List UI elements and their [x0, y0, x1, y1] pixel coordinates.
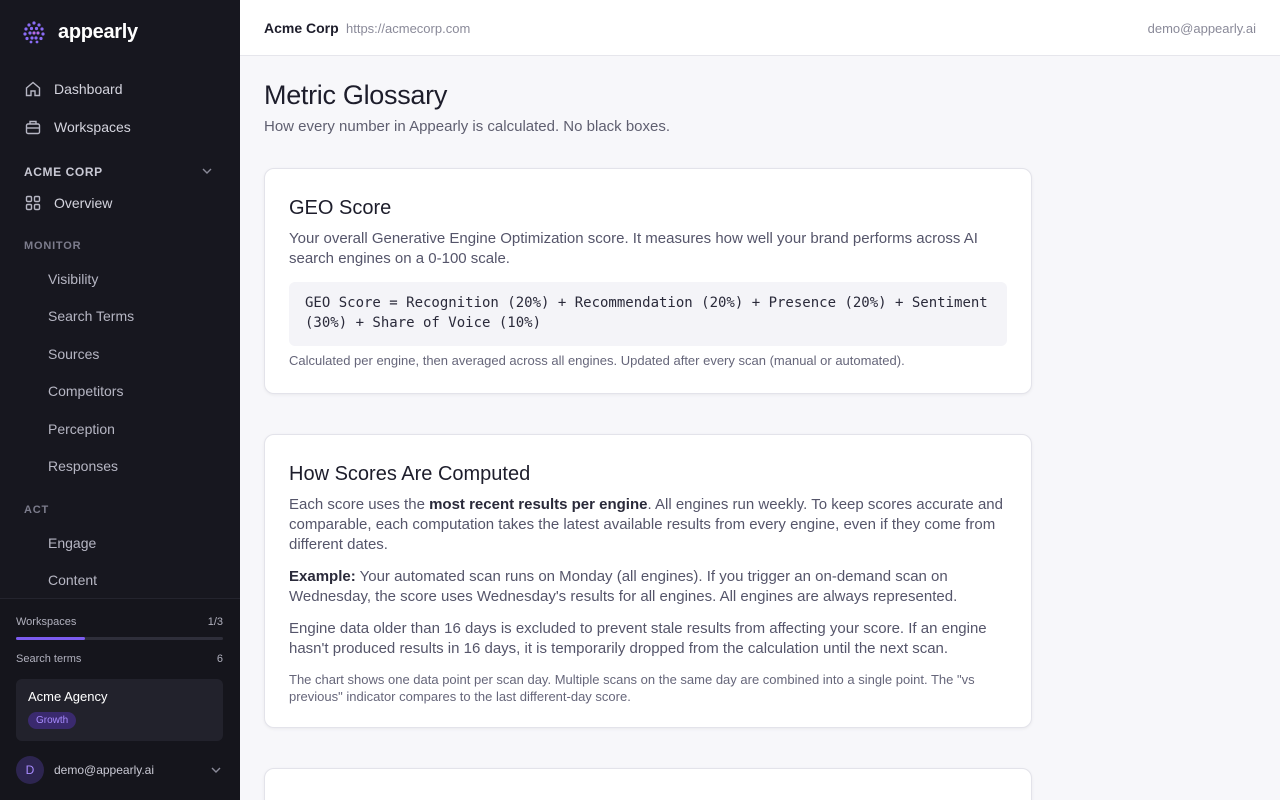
nav-workspaces[interactable] [24, 115, 131, 139]
search-terms-usage-label: Search terms [16, 653, 82, 665]
score-computation-example [289, 567, 1005, 607]
plan-badge: Growth [28, 712, 76, 729]
score-computation-paragraph-3: Engine data older than 16 days is excluded to prevent stale results from affecting your score. If an engine hasn't produced results in 16 days, it is temporarily dropped from the calculation until the next scan. [289, 620, 987, 657]
nav-visibility[interactable]: Visibility [48, 271, 99, 287]
company-name: Acme Corp [264, 20, 339, 36]
nav-workspaces-label: Workspaces [54, 119, 131, 135]
nav-dashboard-label: Dashboard [54, 81, 123, 97]
nav-perception[interactable]: Perception [48, 421, 115, 437]
user-email: demo@appearly.ai [54, 763, 155, 777]
topbar-user-email[interactable]: demo@appearly.ai [1147, 21, 1256, 36]
act-section-label: ACT [24, 504, 50, 516]
geo-score-card [264, 168, 1032, 394]
nav-engage[interactable]: Engage [48, 535, 97, 551]
geo-score-description: Your overall Generative Engine Optimization score. It measures how well your brand performs across AI search engines on a 0-100 scale. [289, 230, 978, 267]
score-computation-note: The chart shows one data point per scan day. Multiple scans on the same day are combined into a single point. The "vs previous" indicator compares to the last different-day score. [289, 672, 975, 704]
example-text: Your automated scan runs on Monday (all engines). If you trigger an on-demand scan on Wednesday, the score uses Wednesday's results for all engines. All engines are always represented. [289, 568, 958, 605]
nav-dashboard[interactable] [24, 77, 123, 101]
workspaces-usage-fill [16, 637, 85, 640]
geo-score-formula: GEO Score = Recognition (20%) + Recommendation (20%) + Presence (20%) + Sentiment (30%) + Share of Voice (10%) [289, 282, 1007, 346]
score-computation-card [264, 434, 1032, 728]
workspace-section-header[interactable]: ACME CORP [24, 165, 103, 179]
example-label: Example: [289, 568, 356, 585]
home-icon [24, 80, 42, 98]
next-metric-card [264, 768, 1032, 800]
topbar [240, 0, 1280, 56]
nav-sources[interactable]: Sources [48, 346, 100, 362]
nav-competitors[interactable]: Competitors [48, 383, 124, 399]
workspaces-usage [16, 616, 223, 628]
nav-search-terms[interactable]: Search Terms [48, 308, 135, 324]
chevron-down-icon[interactable] [200, 164, 214, 178]
appearly-logo-icon [22, 20, 46, 44]
p1-emphasis: most recent results per engine [429, 496, 648, 513]
p1-start: Each score uses the [289, 496, 430, 513]
grid-icon [24, 194, 42, 212]
p1-end: . All engines run weekly. To keep scores accurate and comparable, each computation takes the latest available results from every engine, even if they come from different dates. [289, 496, 1003, 553]
nav-overview-label: Overview [54, 195, 113, 211]
monitor-section-label: MONITOR [24, 240, 82, 252]
brand-logo[interactable] [22, 18, 138, 46]
workspaces-usage-label: Workspaces [16, 616, 77, 628]
brand-name: appearly [58, 20, 138, 43]
company-url[interactable]: https://acmecorp.com [346, 21, 471, 36]
chevron-down-icon[interactable] [209, 763, 223, 777]
agency-name: Acme Agency [28, 689, 108, 704]
page-subtitle: How every number in Appearly is calculated. No black boxes. [264, 118, 671, 135]
sidebar [0, 0, 240, 800]
agency-card[interactable] [16, 679, 223, 741]
score-computation-paragraph-1 [289, 495, 1005, 555]
geo-score-title: GEO Score [289, 197, 392, 219]
geo-score-note: Calculated per engine, then averaged across all engines. Updated after every scan (manual or automated). [289, 353, 905, 368]
user-menu[interactable] [16, 756, 223, 784]
nav-responses[interactable]: Responses [48, 458, 119, 474]
nav-content[interactable]: Content [48, 572, 98, 588]
workspaces-usage-bar [16, 637, 223, 640]
briefcase-icon [24, 118, 42, 136]
score-computation-title: How Scores Are Computed [289, 463, 531, 485]
search-terms-usage [16, 653, 223, 665]
search-terms-usage-value: 6 [216, 653, 223, 665]
nav-overview[interactable] [24, 191, 112, 215]
avatar: D [16, 756, 44, 784]
workspaces-usage-value: 1/3 [207, 616, 223, 628]
page-title: Metric Glossary [264, 80, 448, 110]
